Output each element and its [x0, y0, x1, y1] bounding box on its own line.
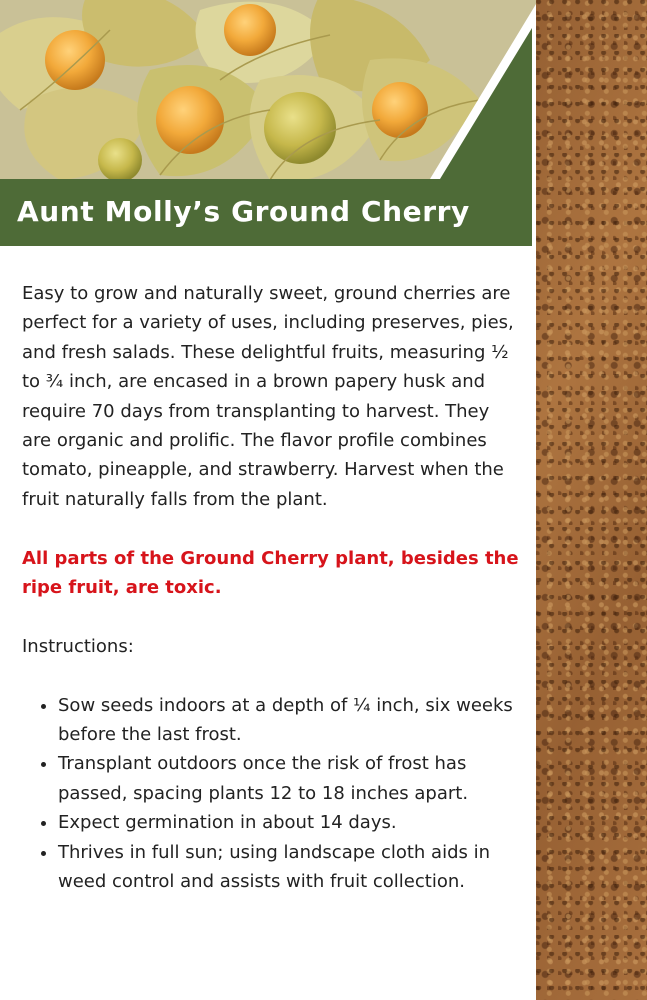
description-paragraph: Easy to grow and naturally sweet, ground cherries are perfect for a variety of uses, including preserves, pies, and fresh salads. These delightful fruits, measuring ½ to ¾ inch, are encased in a brown papery husk and require 70 days from transplanting to harvest. They are organic and prolific. The flavor profile combines tomato, pineapple, and strawberry. Harvest when the fruit naturally falls from the plant.	[22, 283, 514, 510]
instructions-heading: Instructions:	[22, 635, 134, 657]
soil-texture-strip	[536, 0, 647, 1000]
content-section	[22, 279, 522, 896]
instruction-item: • Transplant outdoors once the risk of frost has passed, spacing plants 12 to 18 inches apart.	[58, 749, 522, 808]
instruction-item: • Thrives in full sun; using landscape cloth aids in weed control and assists with fruit collection.	[58, 838, 522, 897]
instructions-list	[22, 691, 522, 897]
toxicity-warning: All parts of the Ground Cherry plant, besides the ripe fruit, are toxic.	[22, 547, 519, 599]
instruction-item: • Expect germination in about 14 days.	[58, 808, 522, 837]
page-title: Aunt Molly’s Ground Cherry	[17, 195, 470, 228]
instruction-item: • Sow seeds indoors at a depth of ¼ inch, six weeks before the last frost.	[58, 691, 522, 750]
